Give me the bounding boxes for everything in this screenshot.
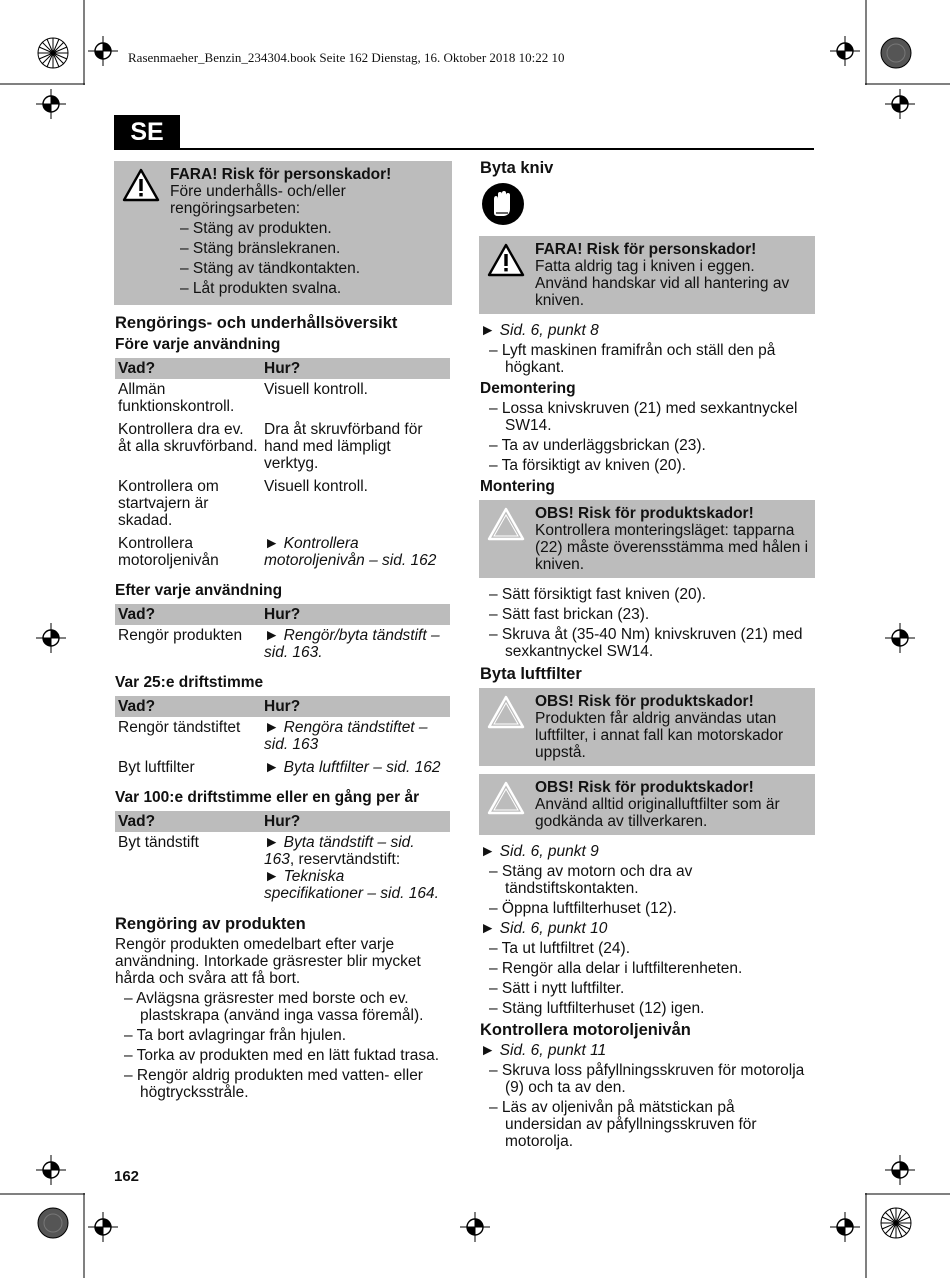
list-item: – Sätt i nytt luftfilter. bbox=[489, 980, 625, 997]
list-item: – Ta bort avlagringar från hjulen. bbox=[124, 1027, 347, 1044]
table-row bbox=[115, 419, 450, 476]
caution-title: OBS! Risk för produktskador! bbox=[535, 505, 754, 522]
col-what: Vad? bbox=[115, 696, 261, 717]
step-reference: ► Sid. 6, punkt 10 bbox=[480, 920, 608, 937]
col-how: Hur? bbox=[261, 358, 450, 379]
table-row bbox=[115, 757, 450, 780]
cell-what: Allmän funktionskontroll. bbox=[118, 381, 235, 415]
registration-mark-icon bbox=[36, 1155, 66, 1185]
caution-triangle-icon bbox=[487, 507, 525, 541]
caution-title: OBS! Risk för produktskador! bbox=[535, 779, 754, 796]
header-rule bbox=[114, 148, 814, 150]
caution-box bbox=[479, 500, 815, 578]
list-item: – Skruva loss påfyllningsskruven för motorolja (9) och ta av den. bbox=[489, 1062, 805, 1096]
registration-mark-icon bbox=[88, 1212, 118, 1242]
knife-heading: Byta kniv bbox=[480, 159, 554, 177]
section-heading: Var 25:e driftstimme bbox=[115, 674, 264, 691]
table-row bbox=[115, 717, 450, 757]
oil-heading: Kontrollera motoroljenivån bbox=[480, 1021, 691, 1039]
maintenance-table bbox=[115, 696, 450, 780]
cell-what: Kontrollera om startvajern är skadad. bbox=[118, 478, 219, 529]
col-what: Vad? bbox=[115, 358, 261, 379]
cross-reference-link[interactable]: ► Rengör/byta tändstift – sid. 163. bbox=[264, 627, 440, 661]
caution-text: Använd alltid originalluftfilter som är godkända av tillverkaren. bbox=[535, 796, 780, 830]
table-row bbox=[115, 476, 450, 533]
cell-how: Dra åt skruvförband för hand med lämpligt verktyg. bbox=[264, 421, 423, 472]
danger-item: – Stäng bränslekranen. bbox=[180, 240, 341, 257]
list-item: – Stäng av motorn och dra av tändstiftskontakten. bbox=[489, 863, 693, 897]
registration-mark-icon bbox=[36, 623, 66, 653]
cell-what: Kontrollera dra ev. åt alla skruvförband. bbox=[118, 421, 258, 455]
registration-mark-icon bbox=[460, 1212, 490, 1242]
registration-mark-icon bbox=[885, 623, 915, 653]
page-number: 162 bbox=[114, 1168, 140, 1185]
list-item: – Ta av underläggsbrickan (23). bbox=[489, 437, 706, 454]
table-row bbox=[115, 625, 450, 665]
list-item: – Torka av produkten med en lätt fuktad trasa. bbox=[124, 1047, 440, 1064]
step-reference: ► Sid. 6, punkt 11 bbox=[480, 1042, 607, 1059]
col-how: Hur? bbox=[261, 811, 450, 832]
cell-what: Byt tändstift bbox=[118, 834, 199, 851]
registration-mark-icon bbox=[885, 89, 915, 119]
caution-text: Produkten får aldrig användas utan luftfilter, i annat fall kan motorskador uppstå. bbox=[535, 710, 784, 761]
danger-item: – Stäng av tändkontakten. bbox=[180, 260, 361, 277]
dismount-heading: Demontering bbox=[480, 380, 576, 397]
maintenance-table bbox=[115, 604, 450, 665]
list-item: – Skruva åt (35-40 Nm) knivskruven (21) med sexkantnyckel SW14. bbox=[489, 626, 803, 660]
registration-mark-icon bbox=[88, 36, 118, 66]
maintenance-table bbox=[115, 811, 450, 906]
mount-heading: Montering bbox=[480, 478, 555, 495]
cell-what: Byt luftfilter bbox=[118, 759, 195, 776]
col-how: Hur? bbox=[261, 604, 450, 625]
registration-mark-icon bbox=[36, 89, 66, 119]
list-item: – Lyft maskinen framifrån och ställ den på högkant. bbox=[489, 342, 776, 376]
caution-title: OBS! Risk för produktskador! bbox=[535, 693, 754, 710]
danger-title: FARA! Risk för personskador! bbox=[535, 241, 757, 258]
gray-circle-mark-icon bbox=[879, 36, 913, 70]
cell-how bbox=[261, 832, 450, 906]
list-item: – Ta ut luftfiltret (24). bbox=[489, 940, 630, 957]
cross-reference-link[interactable]: ► Byta luftfilter – sid. 162 bbox=[264, 759, 441, 776]
registration-mark-icon bbox=[830, 1212, 860, 1242]
registration-mark-icon bbox=[830, 36, 860, 66]
registration-mark-icon bbox=[885, 1155, 915, 1185]
list-item: – Öppna luftfilterhuset (12). bbox=[489, 900, 677, 917]
right-column bbox=[479, 161, 815, 1153]
danger-box bbox=[114, 161, 452, 305]
cell-how: Visuell kontroll. bbox=[264, 381, 368, 398]
col-how: Hur? bbox=[261, 696, 450, 717]
cell-how: Visuell kontroll. bbox=[264, 478, 368, 495]
starburst-mark-icon bbox=[36, 36, 70, 70]
cross-reference-link[interactable]: ► Byta tändstift – sid. 163 bbox=[264, 834, 415, 868]
danger-item: – Låt produkten svalna. bbox=[180, 280, 342, 297]
cleaning-heading: Rengöring av produkten bbox=[115, 915, 306, 933]
list-item: – Stäng luftfilterhuset (12) igen. bbox=[489, 1000, 705, 1017]
cross-reference-link[interactable]: ► Kontrollera motoroljenivån – sid. 162 bbox=[264, 535, 437, 569]
cleaning-body: Rengör produkten omedelbart efter varje användning. Intorkade gräsrester blir mycket hårda och svåra att få bort. bbox=[115, 936, 421, 987]
list-item: – Läs av oljenivån på mätstickan på undersidan av påfyllningsskruven för motorolja. bbox=[489, 1099, 757, 1150]
list-item: – Avlägsna gräsrester med borste och ev. plastskrapa (använd inga vassa föremål). bbox=[124, 990, 424, 1024]
col-what: Vad? bbox=[115, 811, 261, 832]
danger-box bbox=[479, 236, 815, 314]
danger-intro: Före underhålls- och/eller rengöringsarbeten: bbox=[170, 183, 346, 217]
cell-what: Kontrollera motoroljenivån bbox=[118, 535, 219, 569]
list-item: – Ta försiktigt av kniven (20). bbox=[489, 457, 686, 474]
warning-triangle-icon bbox=[122, 168, 160, 202]
danger-title: FARA! Risk för personskador! bbox=[170, 166, 392, 183]
table-row bbox=[115, 832, 450, 906]
starburst-mark-icon bbox=[879, 1206, 913, 1240]
danger-item: – Stäng av produkten. bbox=[180, 220, 332, 237]
step-reference-link[interactable]: Sid. 6, punkt 8 bbox=[499, 322, 599, 339]
caution-box bbox=[479, 688, 815, 766]
cell-text: , reservtändstift: bbox=[289, 851, 401, 868]
maintenance-table bbox=[115, 358, 450, 573]
section-heading: Efter varje användning bbox=[115, 582, 283, 599]
danger-text: Fatta aldrig tag i kniven i eggen. Använd handskar vid all hantering av kniven. bbox=[535, 258, 790, 309]
gloves-icon bbox=[481, 182, 525, 226]
cell-what: Rengör tändstiftet bbox=[118, 719, 241, 736]
table-row bbox=[115, 379, 450, 419]
caution-text: Kontrollera monteringsläget: tapparna (22) måste överensstämma med hålen i kniven. bbox=[535, 522, 809, 573]
list-item: – Rengör alla delar i luftfilterenheten. bbox=[489, 960, 743, 977]
filter-heading: Byta luftfilter bbox=[480, 665, 582, 683]
print-header: Rasenmaeher_Benzin_234304.book Seite 162 Dienstag, 16. Oktober 2018 10:22 10 bbox=[128, 50, 565, 65]
gray-circle-mark-icon bbox=[36, 1206, 70, 1240]
overview-heading: Rengörings- och underhållsöversikt bbox=[115, 314, 398, 332]
list-item: – Sätt fast brickan (23). bbox=[489, 606, 650, 623]
cross-reference-link[interactable]: ► Tekniska specifikationer – sid. 164. bbox=[264, 868, 439, 902]
language-badge: SE bbox=[114, 115, 180, 149]
cell-what: Rengör produkten bbox=[118, 627, 243, 644]
warning-triangle-icon bbox=[487, 243, 525, 277]
list-item: – Rengör aldrig produkten med vatten- eller högtrycksstråle. bbox=[124, 1067, 423, 1101]
left-column bbox=[114, 161, 452, 1104]
step-reference-link[interactable]: Sid. 6, punkt 11 bbox=[499, 1042, 607, 1059]
caution-box bbox=[479, 774, 815, 835]
list-item: – Lossa knivskruven (21) med sexkantnyckel SW14. bbox=[489, 400, 798, 434]
caution-triangle-icon bbox=[487, 695, 525, 729]
col-what: Vad? bbox=[115, 604, 261, 625]
table-row bbox=[115, 533, 450, 573]
caution-triangle-icon bbox=[487, 781, 525, 815]
step-reference-link[interactable]: Sid. 6, punkt 9 bbox=[499, 843, 599, 860]
list-item: – Sätt försiktigt fast kniven (20). bbox=[489, 586, 707, 603]
section-heading: Före varje användning bbox=[115, 336, 281, 353]
section-heading: Var 100:e driftstimme eller en gång per år bbox=[115, 789, 420, 806]
step-reference: ► Sid. 6, punkt 8 bbox=[480, 322, 599, 339]
step-reference-link[interactable]: Sid. 6, punkt 10 bbox=[499, 920, 608, 937]
cross-reference-link[interactable]: ► Rengöra tändstiftet – sid. 163 bbox=[264, 719, 428, 753]
step-reference: ► Sid. 6, punkt 9 bbox=[480, 843, 599, 860]
